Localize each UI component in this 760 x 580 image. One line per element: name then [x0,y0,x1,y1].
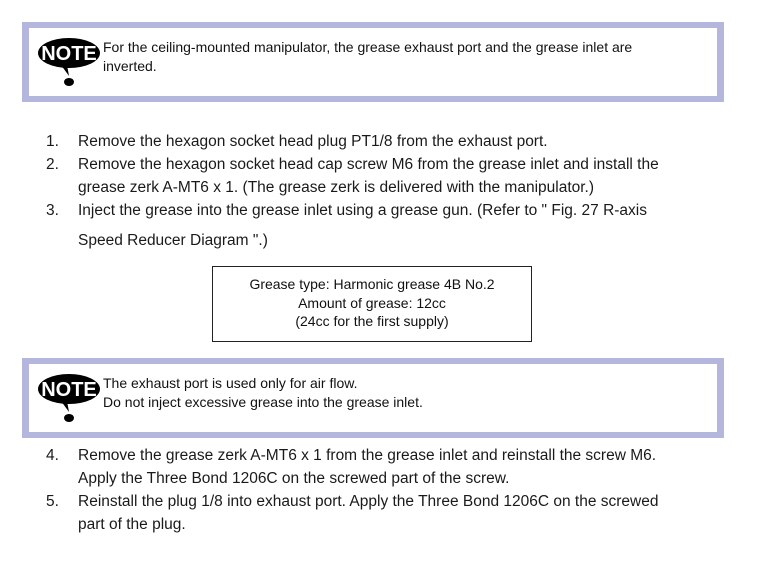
procedure-steps-1-3 [0,130,718,252]
procedure-steps-4-5 [0,444,718,536]
note-line: For the ceiling-mounted manipulator, the grease exhaust port and the grease inlet are [103,39,633,55]
step-text: Apply the Three Bond 1206C on the screwed part of the screw. [78,470,510,487]
step-text: Speed Reducer Diagram ".) [78,232,268,249]
note-box-inner [29,364,717,432]
step-text: part of the plug. [78,516,186,533]
note-line: The exhaust port is used only for air flow. [103,375,358,391]
step-text: grease zerk A-MT6 x 1. (The grease zerk is delivered with the manipulator.) [78,179,595,196]
note-text [103,38,707,76]
step-item [0,444,718,490]
note-box-exhaust-port [22,358,724,438]
note-line: inverted. [103,58,157,74]
step-number: 3. [46,202,59,219]
step-text: Remove the hexagon socket head cap screw M6 from the grease inlet and install the [78,156,659,173]
note-line: Do not inject excessive grease into the grease inlet. [103,394,423,410]
note-icon [37,36,101,88]
note-icon-label: NOTE [41,379,97,401]
grease-amount: Amount of grease: 12cc [298,294,446,311]
step-number: 5. [46,493,59,510]
step-number: 4. [46,447,59,464]
note-text [103,374,707,412]
step-item [0,490,718,536]
grease-spec-box [212,266,532,342]
note-box-inner [29,28,717,96]
note-box-ceiling-mount [22,22,724,102]
step-number: 1. [46,133,59,150]
step-item [0,199,718,252]
note-icon [37,372,101,424]
grease-first-supply: (24cc for the first supply) [295,313,449,329]
step-text: Reinstall the plug 1/8 into exhaust port. Apply the Three Bond 1206C on the screwed [78,493,659,510]
step-text: Remove the hexagon socket head plug PT1/8 from the exhaust port. [78,133,548,150]
step-item [0,153,718,199]
step-text: Remove the grease zerk A-MT6 x 1 from the grease inlet and reinstall the screw M6. [78,447,657,464]
step-item [0,130,718,153]
step-number: 2. [46,156,59,173]
step-text: Inject the grease into the grease inlet using a grease gun. (Refer to " Fig. 27 R-axis [78,202,647,219]
note-icon-label: NOTE [41,43,97,65]
grease-type: Grease type: Harmonic grease 4B No.2 [249,276,495,292]
